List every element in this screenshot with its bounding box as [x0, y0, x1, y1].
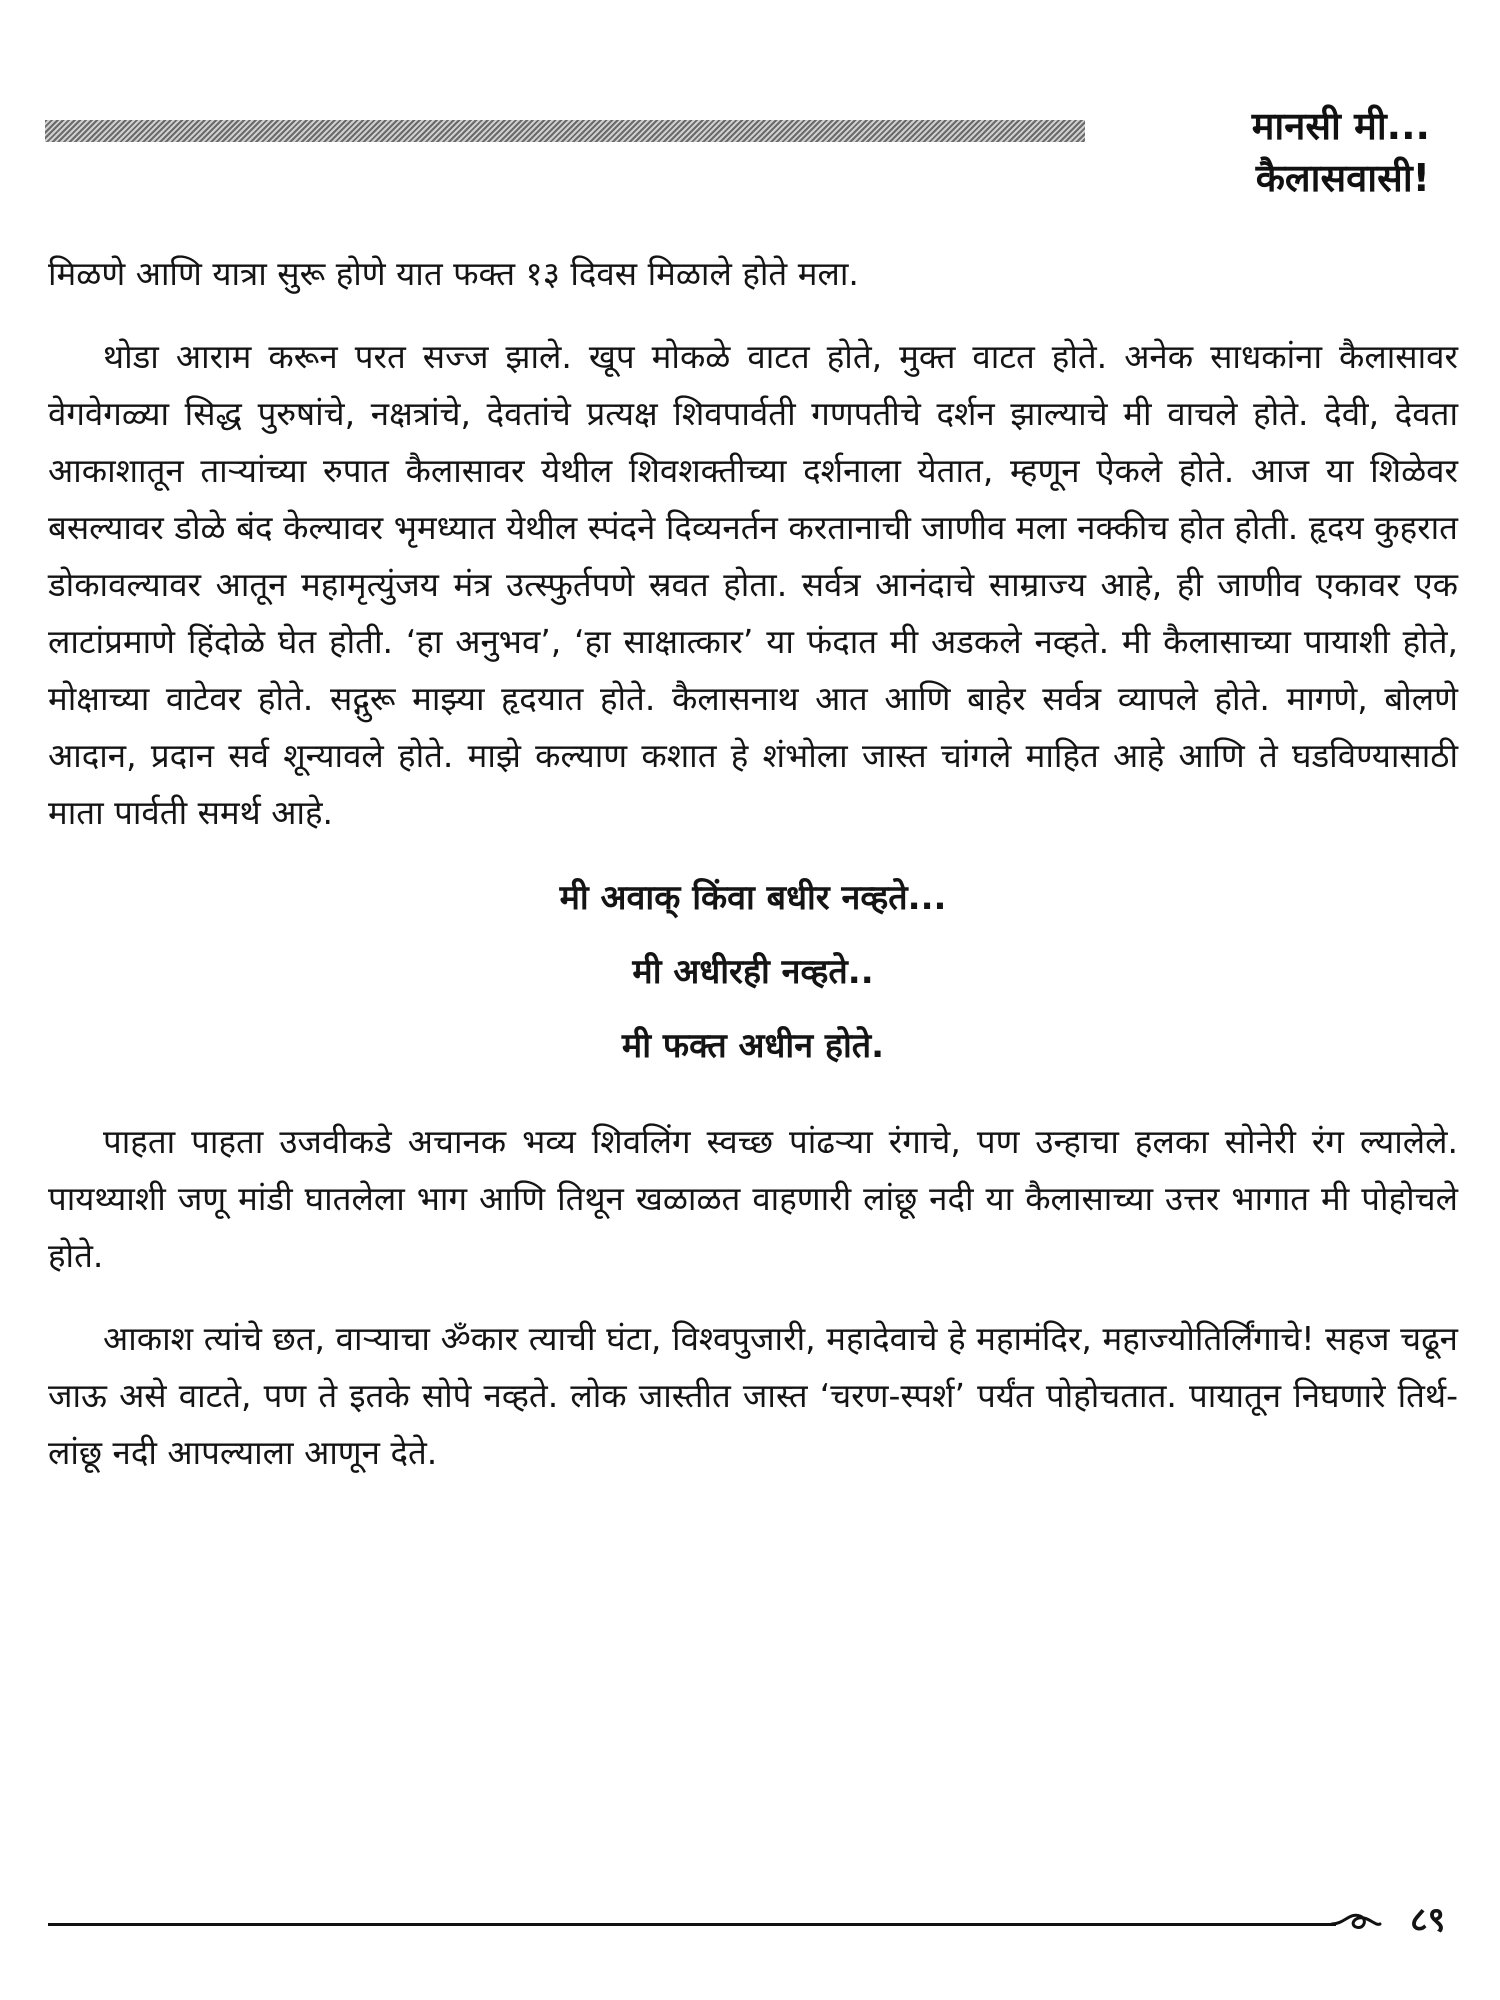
verse-line-3: मी फक्त अधीन होते.: [621, 1026, 885, 1066]
verse-line-1: मी अवाक् किंवा बधीर नव्हते...: [559, 878, 947, 918]
paragraph-1: मिळणे आणि यात्रा सुरू होणे यात फक्त १३ दिवस मिळाले होते मला.: [48, 254, 859, 293]
header-title-line-1: मानसी मी...: [1251, 104, 1430, 148]
paragraph-2: थोडा आराम करून परत सज्ज झाले. खूप मोकळे वाटत होते, मुक्त वाटत होते. अनेक साधकांना कैलासावर वेगवेगळ्या सिद्ध पुरुषांचे, नक्षत्रांचे, देवतांचे प्रत्यक्ष शिवपार्वती गणपतीचे दर्शन झाल्याचे मी वाचले होते. देवी, देवता आकाशातून ताऱ्यांच्या रुपात कैलासावर येथील शिवशक्तीच्या दर्शनाला येतात, म्हणून ऐकले होते. आज या शिळेवर बसल्यावर डोळे बंद केल्यावर भृमध्यात येथील स्पंदने दिव्यनर्तन करतानाची जाणीव मला नक्कीच होत होती. हृदय कुहरात डोकावल्यावर आतून महामृत्युंजय मंत्र उत्स्फुर्तपणे स्रवत होता. सर्वत्र आनंदाचे साम्राज्य आहे, ही जाणीव एकावर एक लाटांप्रमाणे हिंदोळे घेत होती. ‘हा अनुभव’, ‘हा साक्षात्कार’ या फंदात मी अडकले नव्हते. मी कैलासाच्या पायाशी होते, मोक्षाच्या वाटेवर होते. सद्गुरू माझ्या हृदयात होते. कैलासनाथ आत आणि बाहेर सर्वत्र व्यापले होते. मागणे, बोलणे आदान, प्रदान सर्व शून्यावले होते. माझे कल्याण कशात हे शंभोला जास्त चांगले माहित आहे आणि ते घडविण्यासाठी माता पार्वती समर्थ आहे.: [48, 337, 1458, 832]
page-number: ८९: [1410, 1900, 1446, 1940]
verse-block: [48, 861, 1458, 1083]
footer-flourish-icon: [1330, 1902, 1382, 1947]
verse-line-2: मी अधीरही नव्हते..: [632, 952, 874, 992]
footer-rule: [48, 1923, 1336, 1926]
running-header: [1030, 100, 1430, 204]
header-title-line-2: कैलासवासी!: [1255, 156, 1430, 200]
paragraph-4: आकाश त्यांचे छत, वाऱ्याचा ॐकार त्याची घंटा, विश्वपुजारी, महादेवाचे हे महामंदिर, महाज्योतिर्लिंगाचे! सहज चढून जाऊ असे वाटते, पण ते इतके सोपे नव्हते. लोक जास्तीत जास्त ‘चरण-स्पर्श’ पर्यंत पोहोचतात. पायातून निघणारे तिर्थ-लांछू नदी आपल्याला आणून देते.: [48, 1319, 1458, 1472]
page-body: [48, 245, 1458, 1481]
paragraph-3: पाहता पाहता उजवीकडे अचानक भव्य शिवलिंग स्वच्छ पांढऱ्या रंगाचे, पण उन्हाचा हलका सोनेरी रंग ल्यालेले. पायथ्याशी जणू मांडी घातलेला भाग आणि तिथून खळाळत वाहणारी लांछू नदी या कैलासाच्या उत्तर भागात मी पोहोचले होते.: [48, 1122, 1458, 1275]
header-hatched-bar: [45, 120, 1085, 142]
